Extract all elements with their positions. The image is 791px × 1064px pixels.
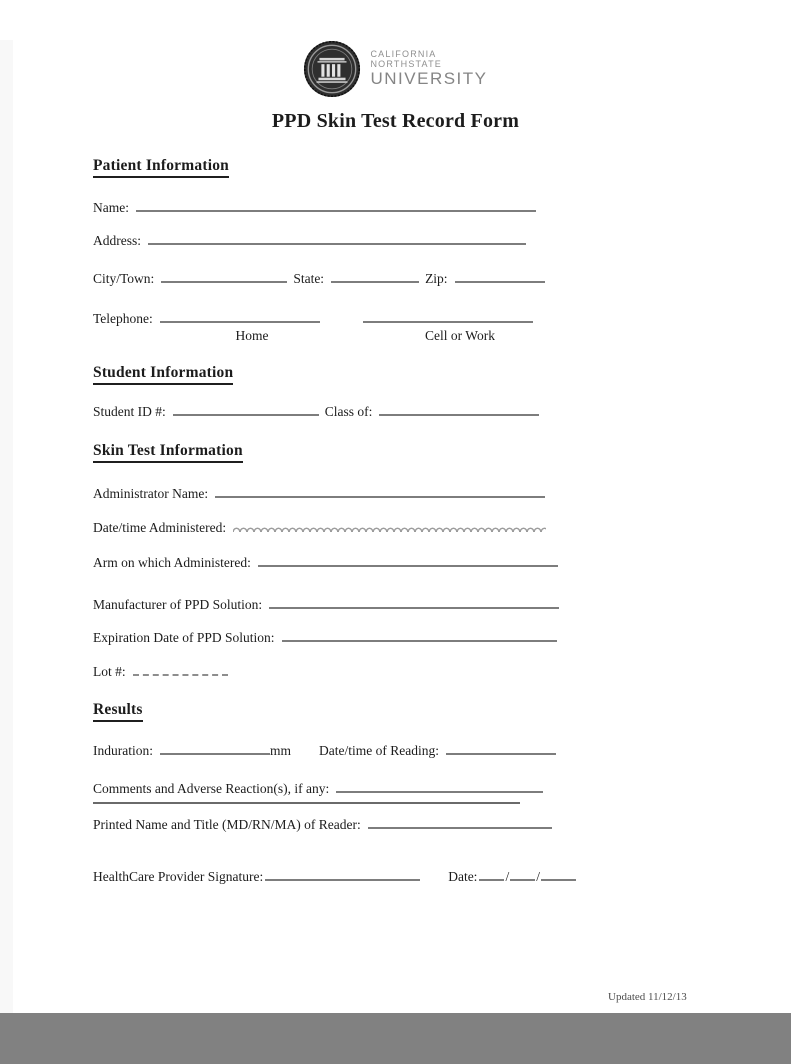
arm-row	[93, 555, 791, 571]
manufacturer-label: Manufacturer of PPD Solution:	[93, 597, 263, 612]
expiration-label: Expiration Date of PPD Solution:	[93, 630, 275, 645]
student-heading: Student Information	[93, 364, 233, 385]
address-field-line[interactable]	[148, 242, 526, 245]
induration-row	[93, 743, 791, 759]
datetime-administered-row	[93, 520, 791, 536]
signature-row	[93, 869, 791, 885]
administrator-row	[93, 486, 791, 502]
wordmark-line2: NORTHSTATE	[370, 58, 442, 69]
page-edge-shade	[0, 40, 13, 1013]
comments-field-line[interactable]	[336, 790, 543, 793]
class-of-label: Class of:	[324, 404, 373, 419]
home-caption: Home	[235, 328, 269, 343]
form-title: PPD Skin Test Record Form	[271, 110, 520, 132]
reading-field-line[interactable]	[446, 752, 556, 755]
class-of-field-line[interactable]	[379, 413, 539, 416]
arm-label: Arm on which Administered:	[93, 555, 251, 570]
results-section	[93, 701, 791, 722]
mm-label: mm	[270, 743, 292, 758]
city-state-zip-row	[93, 271, 791, 287]
administrator-label: Administrator Name:	[93, 486, 209, 501]
state-field-line[interactable]	[331, 280, 419, 283]
date-slash-1: /	[505, 869, 510, 884]
date-day-field-line[interactable]	[510, 878, 535, 881]
datetime-administered-field-line[interactable]	[233, 525, 546, 532]
date-label: Date:	[448, 869, 478, 884]
printed-name-field-line[interactable]	[368, 826, 552, 829]
footer-band	[0, 1013, 791, 1064]
telephone-label: Telephone:	[93, 311, 153, 326]
wordmark-line3: UNIVERSITY	[370, 69, 488, 89]
datetime-administered-label: Date/time Administered:	[93, 520, 227, 535]
student-id-row	[93, 404, 791, 420]
lot-row	[93, 664, 791, 680]
telephone-home-field-line[interactable]	[160, 320, 320, 323]
arm-field-line[interactable]	[258, 564, 558, 567]
date-month-field-line[interactable]	[479, 878, 504, 881]
wordmark-line1: CALIFORNIA	[370, 49, 437, 60]
telephone-captions-row	[93, 328, 791, 344]
lot-label: Lot #:	[93, 664, 126, 679]
patient-heading: Patient Information	[93, 157, 229, 178]
zip-label: Zip:	[425, 271, 448, 286]
results-heading: Results	[93, 701, 143, 722]
state-label: State:	[293, 271, 325, 286]
date-year-field-line[interactable]	[541, 878, 576, 881]
administrator-field-line[interactable]	[215, 495, 545, 498]
zip-field-line[interactable]	[455, 280, 545, 283]
signature-label: HealthCare Provider Signature:	[93, 869, 264, 884]
skin-test-section	[93, 442, 791, 463]
telephone-row	[93, 311, 791, 327]
lot-field-line[interactable]	[133, 673, 228, 676]
cell-or-work-caption: Cell or Work	[425, 328, 495, 343]
induration-field-line[interactable]	[160, 752, 270, 755]
comments-continuation-line[interactable]	[93, 801, 520, 804]
revision-note: Updated 11/12/13	[608, 991, 687, 1003]
name-label: Name:	[93, 200, 129, 215]
city-field-line[interactable]	[161, 280, 287, 283]
induration-label: Induration:	[93, 743, 153, 758]
student-id-label: Student ID #:	[93, 404, 166, 419]
reading-label: Date/time of Reading:	[319, 743, 439, 758]
manufacturer-field-line[interactable]	[269, 606, 559, 609]
name-field-line[interactable]	[136, 209, 536, 212]
printed-name-row	[93, 817, 791, 833]
comments-row	[93, 781, 791, 797]
expiration-row	[93, 630, 791, 646]
manufacturer-row	[93, 597, 791, 613]
address-label: Address:	[93, 233, 141, 248]
comments-label: Comments and Adverse Reaction(s), if any:	[93, 781, 330, 796]
city-label: City/Town:	[93, 271, 155, 286]
student-section	[93, 364, 791, 385]
student-id-field-line[interactable]	[173, 413, 319, 416]
date-slash-2: /	[536, 869, 540, 884]
expiration-field-line[interactable]	[282, 639, 557, 642]
university-logo	[0, 40, 791, 98]
name-row	[93, 200, 791, 216]
signature-field-line[interactable]	[265, 878, 420, 881]
address-row	[93, 233, 791, 249]
university-wordmark	[370, 50, 487, 88]
printed-name-label: Printed Name and Title (MD/RN/MA) of Reader:	[93, 817, 361, 832]
telephone-cell-field-line[interactable]	[363, 320, 533, 323]
patient-section	[93, 157, 791, 178]
university-seal-icon	[303, 40, 361, 98]
skin-test-heading: Skin Test Information	[93, 442, 243, 463]
